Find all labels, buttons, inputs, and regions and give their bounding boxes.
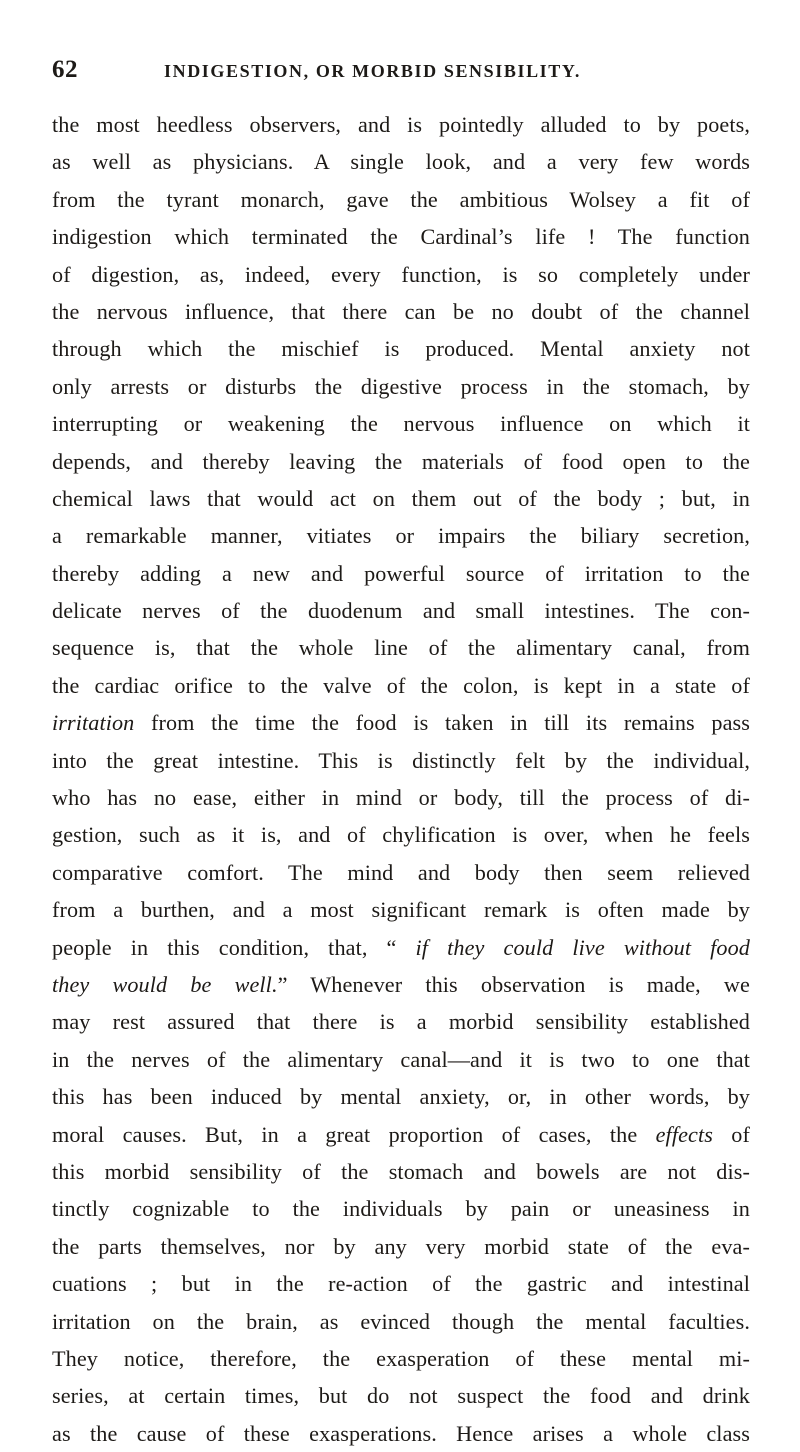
text-segment: in the nerves of the alimentary canal—and it is two to one that xyxy=(52,1046,750,1072)
text-segment: thereby adding a new and powerful source of irritation to the xyxy=(52,560,750,586)
text-segment: of xyxy=(712,1121,750,1147)
text-segment: interrupting or weakening the nervous influence on which it xyxy=(52,411,750,437)
text-line xyxy=(52,181,750,218)
text-segment: may rest assured that there is a morbid sensibility established xyxy=(52,1009,750,1035)
text-segment: moral causes. But, in a great proportion of cases, the xyxy=(52,1121,656,1147)
text-line xyxy=(52,330,750,367)
text-segment: from a burthen, and a most significant remark is often made by xyxy=(52,897,750,923)
text-segment: only arrests or disturbs the digestive process in the stomach, by xyxy=(52,373,750,399)
italic-text-segment: irritation xyxy=(52,710,135,736)
text-line xyxy=(52,592,750,629)
text-segment: through which the mischief is produced. Mental anxiety not xyxy=(52,336,750,362)
text-segment: ” Whenever this observation is made, we xyxy=(277,971,750,997)
body-text xyxy=(52,106,750,1452)
text-line xyxy=(52,629,750,666)
text-line xyxy=(52,891,750,928)
text-line xyxy=(52,443,750,480)
text-line xyxy=(52,1003,750,1040)
text-line xyxy=(52,966,750,1003)
text-segment: sequence is, that the whole line of the alimentary canal, from xyxy=(52,635,750,661)
text-segment: gestion, such as it is, and of chylification is over, when he feels xyxy=(52,822,750,848)
text-segment: the most heedless observers, and is pointedly alluded to by poets, xyxy=(52,112,750,137)
text-segment: as well as physicians. A single look, and a very few words xyxy=(52,149,750,175)
text-line xyxy=(52,1116,750,1153)
text-segment: comparative comfort. The mind and body then seem relieved xyxy=(52,859,750,885)
text-line xyxy=(52,517,750,554)
text-segment: the parts themselves, nor by any very morbid state of the eva- xyxy=(52,1233,750,1259)
text-line xyxy=(52,1303,750,1340)
text-line xyxy=(52,704,750,741)
text-line xyxy=(52,816,750,853)
text-segment: who has no ease, either in mind or body, till the process of di- xyxy=(52,785,750,811)
text-segment: cuations ; but in the re-action of the gastric and intestinal xyxy=(52,1271,750,1297)
text-line xyxy=(52,480,750,517)
text-segment: chemical laws that would act on them out of the body ; but, in xyxy=(52,485,750,511)
text-line xyxy=(52,368,750,405)
text-segment: indigestion which terminated the Cardinal’s life ! The function xyxy=(52,224,750,250)
text-line xyxy=(52,405,750,442)
text-segment: series, at certain times, but do not suspect the food and drink xyxy=(52,1383,750,1409)
text-segment: They notice, therefore, the exasperation of these mental mi- xyxy=(52,1345,750,1371)
text-line xyxy=(52,143,750,180)
text-line xyxy=(52,929,750,966)
text-line xyxy=(52,1190,750,1227)
text-line xyxy=(52,1415,750,1452)
text-line xyxy=(52,1377,750,1414)
text-line xyxy=(52,555,750,592)
text-segment: as the cause of these exasperations. Hence arises a whole class xyxy=(52,1420,750,1446)
text-segment: from the tyrant monarch, gave the ambitious Wolsey a fit of xyxy=(52,186,750,212)
text-line xyxy=(52,293,750,330)
text-line xyxy=(52,1153,750,1190)
italic-text-segment: effects xyxy=(655,1121,713,1147)
italic-text-segment: if they could live without food xyxy=(415,934,750,960)
running-head xyxy=(52,56,752,86)
text-line xyxy=(52,667,750,704)
text-line xyxy=(52,1078,750,1115)
italic-text-segment: they would be well. xyxy=(52,971,278,997)
text-line xyxy=(52,1340,750,1377)
text-line xyxy=(52,256,750,293)
text-segment: people in this condition, that, “ xyxy=(52,934,416,960)
text-segment: this morbid sensibility of the stomach and bowels are not dis- xyxy=(52,1158,750,1184)
text-line xyxy=(52,854,750,891)
text-line xyxy=(52,1041,750,1078)
text-line xyxy=(52,1228,750,1265)
text-line xyxy=(52,106,750,143)
text-segment: this has been induced by mental anxiety, or, in other words, by xyxy=(52,1084,750,1110)
text-segment: tinctly cognizable to the individuals by pain or uneasiness in xyxy=(52,1196,750,1222)
text-line xyxy=(52,218,750,255)
text-segment: into the great intestine. This is distinctly felt by the individual, xyxy=(52,747,750,773)
text-line xyxy=(52,742,750,779)
page-number: 62 xyxy=(52,56,78,83)
text-segment: the cardiac orifice to the valve of the colon, is kept in a state of xyxy=(52,672,750,698)
text-segment: of digestion, as, indeed, every function, is so completely under xyxy=(52,261,750,287)
text-segment: irritation on the brain, as evinced though the mental faculties. xyxy=(52,1308,750,1334)
text-segment: a remarkable manner, vitiates or impairs the biliary secretion, xyxy=(52,523,750,549)
running-title: INDIGESTION, OR MORBID SENSIBILITY. xyxy=(164,61,581,81)
text-segment: delicate nerves of the duodenum and small intestines. The con- xyxy=(52,598,750,624)
text-line xyxy=(52,779,750,816)
text-segment: depends, and thereby leaving the materials of food open to the xyxy=(52,448,750,474)
text-segment: from the time the food is taken in till its remains pass xyxy=(134,710,750,736)
text-line xyxy=(52,1265,750,1302)
text-segment: the nervous influence, that there can be no doubt of the channel xyxy=(52,298,750,324)
